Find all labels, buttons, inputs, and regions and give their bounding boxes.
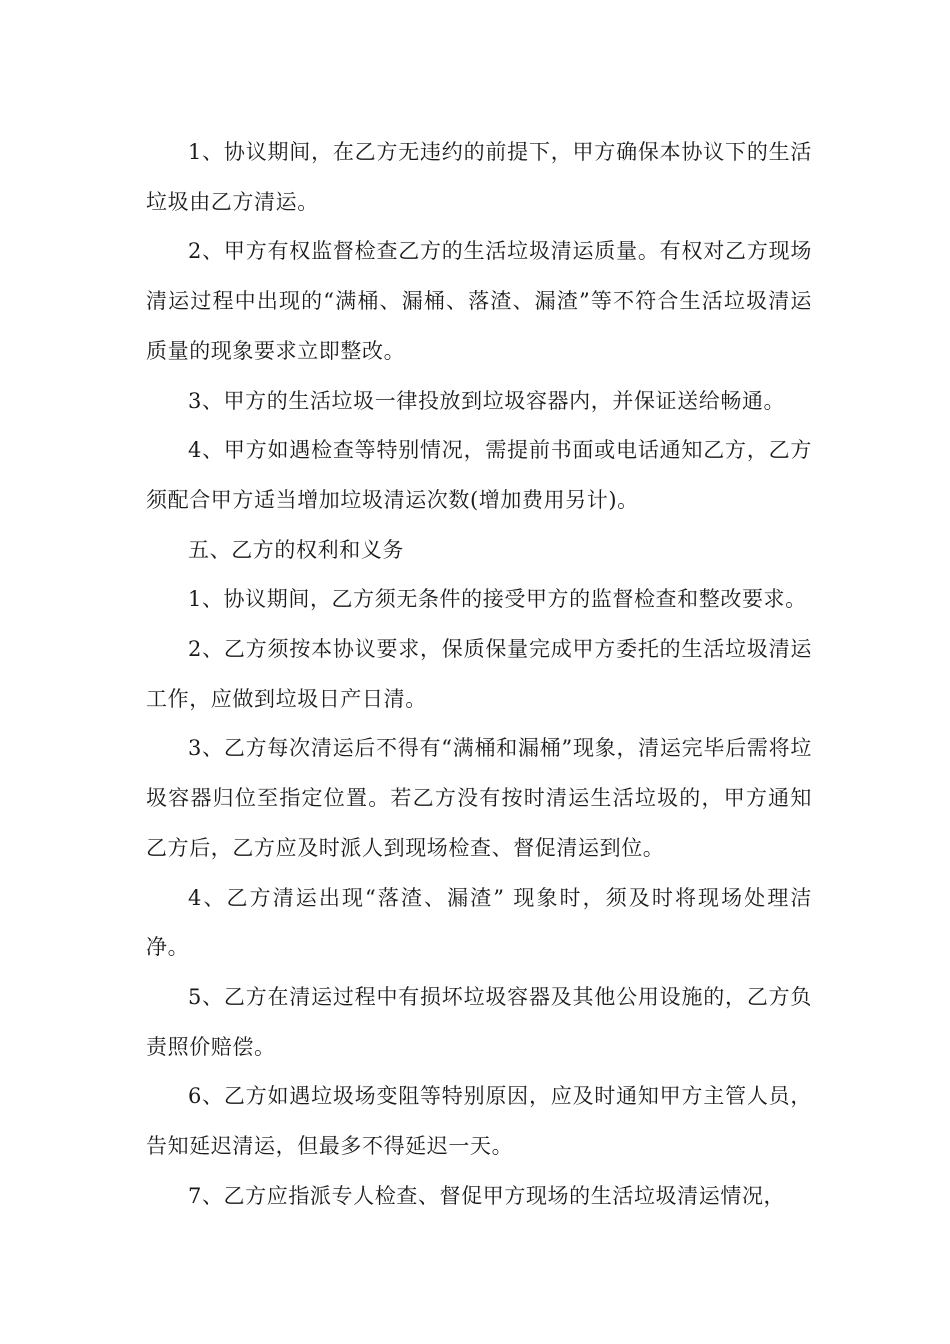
paragraph-party-b-4: 4、乙方清运出现“落渣、漏渣” 现象时，须及时将现场处理洁净。 [146, 885, 812, 960]
paragraph-party-b-3: 3、乙方每次清运后不得有“满桶和漏桶”现象，清运完毕后需将垃圾容器归位至指定位置。若乙方没有按时清运生活垃圾的，甲方通知乙方后，乙方应及时派人到现场检查、督促清运到位。 [146, 736, 812, 860]
paragraph-party-a-2: 2、甲方有权监督检查乙方的生活垃圾清运质量。有权对乙方现场清运过程中出现的“满桶、漏桶、落渣、漏渣”等不符合生活垃圾清运质量的现象要求立即整改。 [146, 239, 812, 363]
paragraph-party-b-1: 1、协议期间，乙方须无条件的接受甲方的监督检查和整改要求。 [188, 587, 807, 612]
paragraph-party-a-4: 4、甲方如遇检查等特别情况，需提前书面或电话通知乙方，乙方须配合甲方适当增加垃圾清运次数(增加费用另计)。 [146, 438, 812, 512]
paragraph-party-b-2: 2、乙方须按本协议要求，保质保量完成甲方委托的生活垃圾清运工作，应做到垃圾日产日清。 [146, 637, 812, 711]
paragraph-party-a-3: 3、甲方的生活垃圾一律投放到垃圾容器内，并保证送给畅通。 [188, 388, 786, 413]
document-body [146, 128, 812, 1221]
paragraph-party-b-6: 6、乙方如遇垃圾场变阻等特别原因，应及时通知甲方主管人员，告知延迟清运，但最多不得延迟一天。 [146, 1084, 812, 1159]
paragraph-party-a-1: 1、协议期间，在乙方无违约的前提下，甲方确保本协议下的生活垃圾由乙方清运。 [146, 140, 812, 214]
paragraph-party-b-5: 5、乙方在清运过程中有损坏垃圾容器及其他公用设施的，乙方负责照价赔偿。 [146, 984, 812, 1059]
section-heading-party-b: 五、乙方的权利和义务 [188, 537, 404, 562]
paragraph-party-b-7: 7、乙方应指派专人检查、督促甲方现场的生活垃圾清运情况， [188, 1183, 786, 1208]
